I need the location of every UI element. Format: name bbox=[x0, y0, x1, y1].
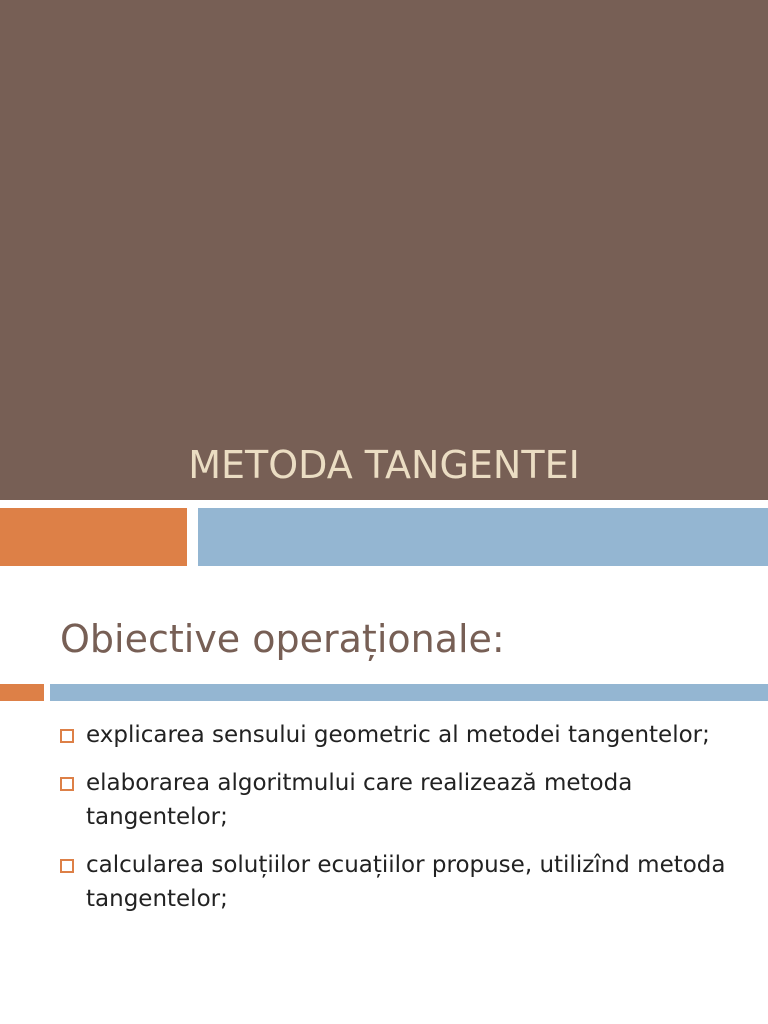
list-item-text: explicarea sensului geometric al metodei tangentelor; bbox=[86, 722, 710, 748]
hollow-square-icon bbox=[60, 777, 74, 791]
list-item bbox=[60, 718, 740, 752]
hollow-square-icon bbox=[60, 859, 74, 873]
blue-divider-bar bbox=[50, 684, 768, 701]
blue-accent-bar bbox=[198, 508, 768, 566]
title-slide-title: METODA TANGENTEI bbox=[188, 443, 580, 487]
objectives-list bbox=[60, 718, 740, 930]
content-slide-heading: Obiective operaționale: bbox=[60, 617, 505, 661]
title-slide-background bbox=[0, 0, 768, 500]
list-item-text: calcularea soluțiilor ecuațiilor propuse, utilizînd metoda tangentelor; bbox=[86, 852, 726, 912]
list-item bbox=[60, 848, 740, 916]
orange-accent-bar bbox=[0, 508, 187, 566]
hollow-square-icon bbox=[60, 729, 74, 743]
list-item-text: elaborarea algoritmului care realizează metoda tangentelor; bbox=[86, 770, 633, 830]
list-item bbox=[60, 766, 740, 834]
orange-divider-bar bbox=[0, 684, 44, 701]
